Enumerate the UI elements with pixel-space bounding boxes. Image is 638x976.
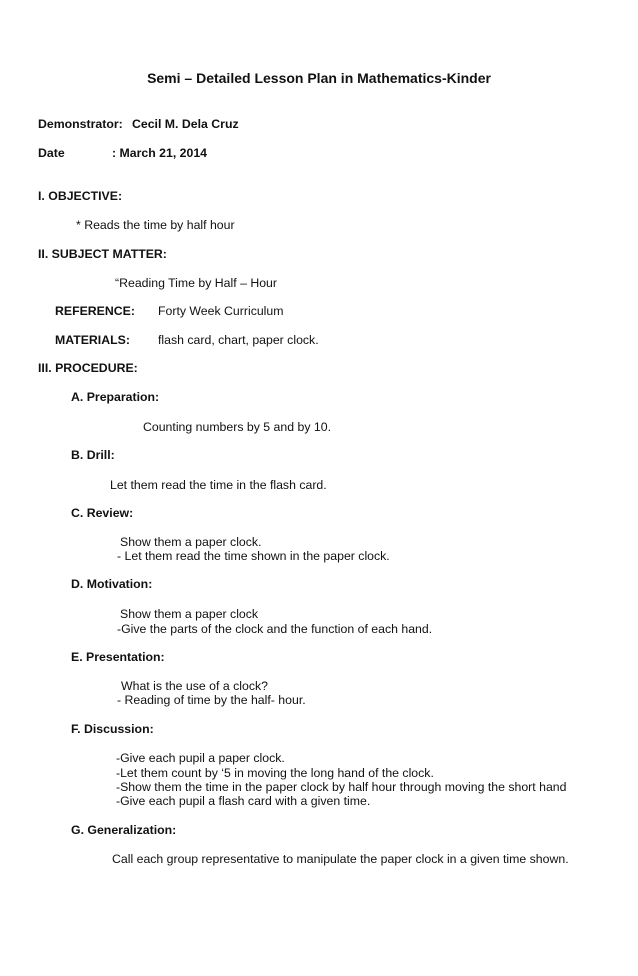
review-line: - Let them read the time shown in the paper clock.: [117, 549, 390, 563]
demonstrator-value: Cecil M. Dela Cruz: [132, 117, 239, 131]
demonstrator-label: Demonstrator:: [38, 117, 123, 131]
review-heading: C. Review:: [71, 506, 134, 520]
objective-item: * Reads the time by half hour: [76, 218, 235, 232]
reference-label: REFERENCE:: [55, 304, 135, 318]
objective-heading: I. OBJECTIVE:: [38, 189, 123, 203]
subject-matter-heading: II. SUBJECT MATTER:: [38, 247, 167, 261]
generalization-heading: G. Generalization:: [71, 823, 177, 837]
procedure-heading: III. PROCEDURE:: [38, 361, 138, 375]
motivation-heading: D. Motivation:: [71, 577, 153, 591]
page-title: Semi – Detailed Lesson Plan in Mathematics-Kinder: [147, 70, 491, 86]
motivation-line: -Give the parts of the clock and the function of each hand.: [117, 622, 433, 636]
presentation-line: What is the use of a clock?: [121, 679, 268, 693]
generalization-line: Call each group representative to manipulate the paper clock in a given time shown.: [112, 852, 569, 866]
discussion-line: -Let them count by ‘5 in moving the long hand of the clock.: [116, 766, 434, 780]
materials-label: MATERIALS:: [55, 333, 130, 347]
preparation-line: Counting numbers by 5 and by 10.: [143, 420, 331, 434]
date-label: Date: [38, 146, 65, 160]
drill-heading: B. Drill:: [71, 448, 115, 462]
review-line: Show them a paper clock.: [120, 535, 262, 549]
presentation-line: - Reading of time by the half- hour.: [117, 693, 306, 707]
date-value: : March 21, 2014: [112, 146, 208, 160]
motivation-line: Show them a paper clock: [120, 607, 259, 621]
subject-topic: “Reading Time by Half – Hour: [115, 276, 277, 290]
preparation-heading: A. Preparation:: [71, 390, 160, 404]
materials-value: flash card, chart, paper clock.: [158, 333, 319, 347]
discussion-line: -Give each pupil a flash card with a given time.: [116, 794, 371, 808]
presentation-heading: E. Presentation:: [71, 650, 165, 664]
reference-value: Forty Week Curriculum: [158, 304, 284, 318]
discussion-line: -Show them the time in the paper clock by half hour through moving the short hand: [116, 780, 567, 794]
discussion-heading: F. Discussion:: [71, 722, 154, 736]
discussion-line: -Give each pupil a paper clock.: [116, 751, 285, 765]
drill-line: Let them read the time in the flash card.: [110, 478, 327, 492]
